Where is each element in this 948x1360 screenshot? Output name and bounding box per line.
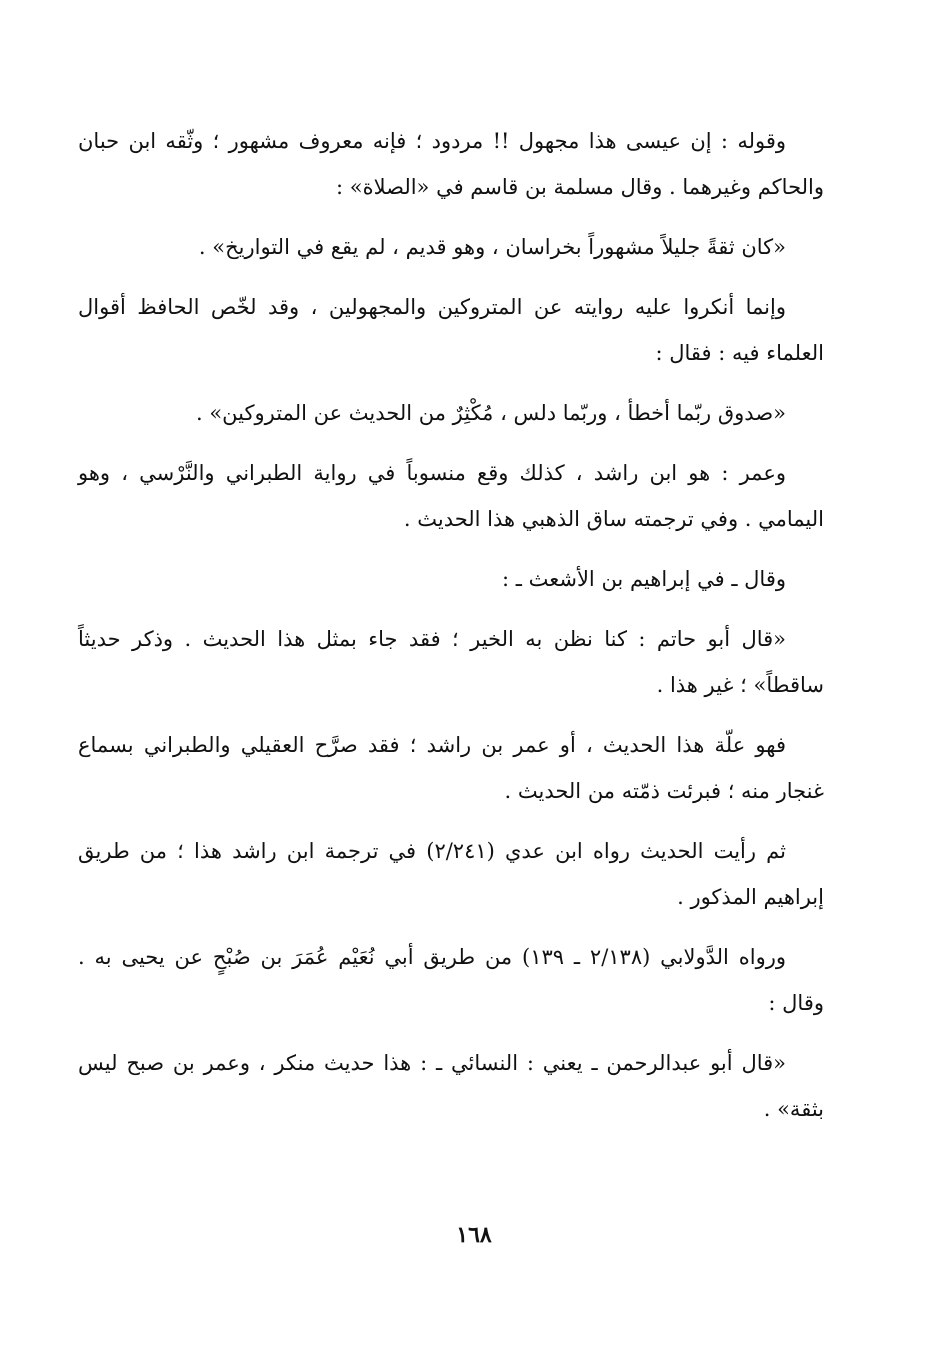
page-body [78,118,824,1146]
quote-paragraph: «قال أبو عبدالرحمن ـ يعني : النسائي ـ : هذا حديث منكر ، وعمر بن صبح ليس بثقة» . [78,1051,824,1121]
paragraph: وعمر : هو ابن راشد ، كذلك وقع منسوباً في رواية الطبراني والنَّرْسي ، وهو اليمامي . وفي ترجمته ساق الذهبي هذا الحديث . [78,461,824,531]
page-number: ١٦٨ [456,1222,492,1248]
paragraph: ثم رأيت الحديث رواه ابن عدي (٢/٢٤١) في ترجمة ابن راشد هذا ؛ من طريق إبراهيم المذكور . [78,839,824,909]
paragraph: ورواه الدَّولابي (٢/١٣٨ ـ ١٣٩) من طريق أبي نُعَيْم عُمَرَ بن صُبْحٍ عن يحيى به . وقال : [78,945,824,1015]
quote-paragraph: «قال أبو حاتم : كنا نظن به الخير ؛ فقد جاء بمثل هذا الحديث . وذكر حديثاً ساقطاً» ؛ غير هذا . [78,627,824,697]
paragraph: وإنما أنكروا عليه روايته عن المتروكين والمجهولين ، وقد لخّص الحافظ أقوال العلماء فيه : فقال : [78,295,824,365]
quote-paragraph: «كان ثقةً جليلاً مشهوراً بخراسان ، وهو قديم ، لم يقع في التواريخ» . [198,235,786,259]
paragraph: وقال ـ في إبراهيم بن الأشعث ـ : [502,567,786,591]
paragraph: وقوله : إن عيسى هذا مجهول !! مردود ؛ فإنه معروف مشهور ؛ وثّقه ابن حبان والحاكم وغيرهما . وقال مسلمة بن قاسم في «الصلاة» : [78,129,824,199]
quote-paragraph: «صدوق ربّما أخطأ ، وربّما دلس ، مُكْثِرٌ من الحديث عن المتروكين» . [195,401,786,425]
paragraph: فهو علّة هذا الحديث ، أو عمر بن راشد ؛ فقد صرَّح العقيلي والطبراني بسماع غنجار منه ؛ فبرئت ذمّته من الحديث . [78,733,824,803]
